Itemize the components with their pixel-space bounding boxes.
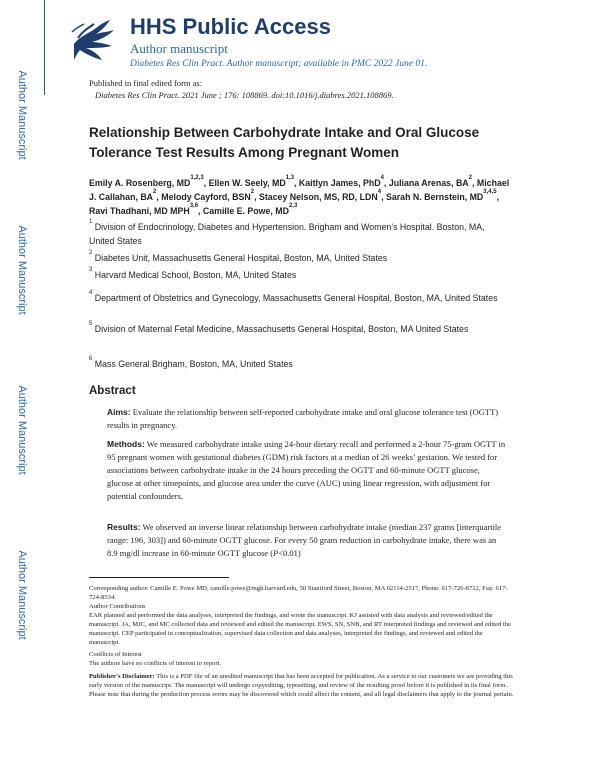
author-name: Emily A. Rosenberg, MD bbox=[89, 178, 191, 188]
header-title: HHS Public Access bbox=[130, 14, 331, 39]
author-affiliation-mark: 4 bbox=[380, 175, 384, 181]
author-affiliation-mark: 2,3 bbox=[288, 203, 298, 209]
abstract-heading: Abstract bbox=[89, 385, 136, 397]
publisher-disclaimer: Publisher's Disclaimer: This is a PDF file of an unedited manuscript that has been accepted for publication. As a service to our customers we are providing this early version of the manuscript. The manuscript will undergo copyediting, typesetting, and review of the resulting proof before it is published in its final form. Please note that during the production process errors may be discovered which could affect the content, and all legal disclaimers that apply to the journal pertain. bbox=[89, 673, 514, 698]
affiliation-item bbox=[89, 268, 509, 282]
author-separator: , bbox=[383, 178, 389, 188]
author-affiliation-mark: 1,3 bbox=[285, 175, 295, 181]
author-name: Sarah N. Bernstein, MD bbox=[386, 192, 484, 202]
author-name: Camille E. Powe, MD bbox=[202, 206, 289, 216]
author-separator: , bbox=[203, 178, 209, 188]
sidebar-label: Author Manuscript bbox=[16, 385, 28, 475]
publication-line-2: Diabetes Res Clin Pract. 2021 June ; 176: 108869. doi:10.1016/j.diabres.2021.108869. bbox=[95, 90, 394, 100]
publication-info bbox=[89, 77, 394, 101]
publication-line-1: Published in final edited form as: bbox=[89, 78, 203, 88]
author-manuscript-sidebar bbox=[0, 0, 44, 776]
author-separator: , bbox=[198, 206, 203, 216]
author-separator: , bbox=[156, 192, 162, 202]
abstract-methods: Methods: We measured carbohydrate intake using 24-hour dietary recall and performed a 2-hour 75-gram OGTT in 95 pregnant women with gestational diabetes (GDM) risk factors at a median of 26 weeks’ gestation. We tested for associations between carbohydrate intake in the 24 hours preceding the OGTT and 60-minute OGTT glucose, glucose at other timepoints, and glucose area under the curve (AUC) using linear regression, with adjustment for potential confounders. bbox=[107, 439, 506, 501]
affiliation-number: 1 bbox=[89, 219, 93, 225]
author-name: Ravi Thadhani, MD MPH bbox=[89, 206, 190, 216]
contributions-heading: Author Contributions bbox=[89, 603, 146, 610]
affiliation-text: Mass General Brigham, Boston, MA, United States bbox=[94, 359, 293, 369]
author-affiliation-mark: 2 bbox=[250, 189, 255, 195]
affiliation-number: 4 bbox=[89, 290, 93, 296]
author-separator: , bbox=[254, 192, 259, 202]
affiliation-number: 2 bbox=[89, 250, 93, 256]
author-affiliation-mark: 2 bbox=[153, 189, 157, 195]
coi-heading: Conflicts of Interest bbox=[89, 651, 142, 658]
author-name: Juliana Arenas, BA bbox=[388, 178, 469, 188]
abstract-results: Results: We observed an inverse linear relationship between carbohydrate intake (median 237 grams [interquartile range: 196, 303]) and 60-minute OGTT glucose. For every 50 gram reduction in carbohydrate intake, there was an 8.9 mg/dl increase in 60-minute OGTT glucose (P<0.01) bbox=[107, 522, 502, 558]
affiliation-text: Department of Obstetrics and Gynecology, Massachusetts General Hospital, Boston, MA, United States bbox=[94, 293, 498, 303]
affiliation-item bbox=[89, 220, 509, 248]
header-subtitle: Author manuscript bbox=[130, 41, 228, 56]
author-separator: , bbox=[496, 192, 500, 202]
affiliation-item bbox=[89, 322, 509, 336]
author-name: Kaitlyn James, PhD bbox=[298, 178, 381, 188]
sidebar-label: Author Manuscript bbox=[16, 225, 28, 315]
affiliation-text: Harvard Medical School, Boston, MA, United States bbox=[94, 270, 297, 280]
affiliation-item bbox=[89, 357, 509, 371]
sidebar-label: Author Manuscript bbox=[16, 70, 28, 160]
author-affiliation-mark: 4 bbox=[377, 189, 382, 195]
author-separator: , bbox=[381, 192, 386, 202]
author-list bbox=[89, 176, 514, 218]
affiliation-text: Division of Maternal Fetal Medicine, Massachusetts General Hospital, Boston, MA United States bbox=[94, 324, 469, 334]
hhs-eagle-logo-icon bbox=[66, 14, 120, 68]
author-affiliation-mark: 2 bbox=[468, 175, 473, 181]
header-divider bbox=[44, 0, 45, 95]
affiliation-number: 3 bbox=[89, 267, 93, 273]
contributions-text: EAR planned and performed the data analyses, interpreted the findings, and wrote the manuscript. KJ assisted with data analysis and reviewed/edited the manuscript. JA, MJC, and MC collected data and reviewed and edited the manuscript. EWS, SN, SNB, and RT interpreted findings and reviewed and edited the manuscript. CEP participated in conceptualization, supervised data collection and data analyses, interpreted the findings, and reviewed and edited the manuscript. bbox=[89, 612, 511, 646]
affiliation-text: Division of Endocrinology, Diabetes and Hypertension. Brigham and Women’s Hospital. Boston, MA, United States bbox=[89, 222, 485, 246]
author-affiliation-mark: 3,4,5 bbox=[483, 189, 497, 195]
author-affiliation-mark: 3,6 bbox=[189, 203, 199, 209]
affiliation-number: 6 bbox=[89, 356, 93, 362]
abstract-aims: Aims: Evaluate the relationship between self-reported carbohydrate intake and oral glucose tolerance test (OGTT) results in pregnancy. bbox=[107, 407, 499, 430]
affiliation-text: Diabetes Unit, Massachusetts General Hospital, Boston, MA, United States bbox=[94, 253, 388, 263]
author-name: Stacey Nelson, MS, RD, LDN bbox=[258, 192, 378, 202]
coi-text: The authors have no conflicts of interest to report. bbox=[89, 660, 222, 667]
author-separator: , bbox=[472, 178, 477, 188]
affiliation-item bbox=[89, 251, 509, 265]
author-separator: , bbox=[294, 178, 299, 188]
affiliation-item bbox=[89, 291, 509, 305]
affiliation-number: 5 bbox=[89, 321, 93, 327]
author-name: Ellen W. Seely, MD bbox=[208, 178, 286, 188]
author-name: Melody Cayford, BSN bbox=[161, 192, 251, 202]
header-citation: Diabetes Res Clin Pract. Author manuscript; available in PMC 2022 June 01. bbox=[130, 59, 428, 69]
author-affiliation-mark: 1,2,3 bbox=[190, 175, 204, 181]
corresponding-author-note: Corresponding author: Camille E. Powe MD, camille.powe@mgh.harvard.edu, 50 Staniford Street, Boston, MA 02114-2517, Phone: 617-726-8722, Fax: 617-724-8534. bbox=[89, 585, 508, 601]
footnote-rule bbox=[89, 577, 229, 578]
sidebar-label: Author Manuscript bbox=[16, 550, 28, 640]
author-name: Michael J. Callahan, BA bbox=[89, 178, 510, 202]
article-title: Relationship Between Carbohydrate Intake and Oral Glucose Tolerance Test Results Among Pregnant Women bbox=[89, 125, 480, 160]
